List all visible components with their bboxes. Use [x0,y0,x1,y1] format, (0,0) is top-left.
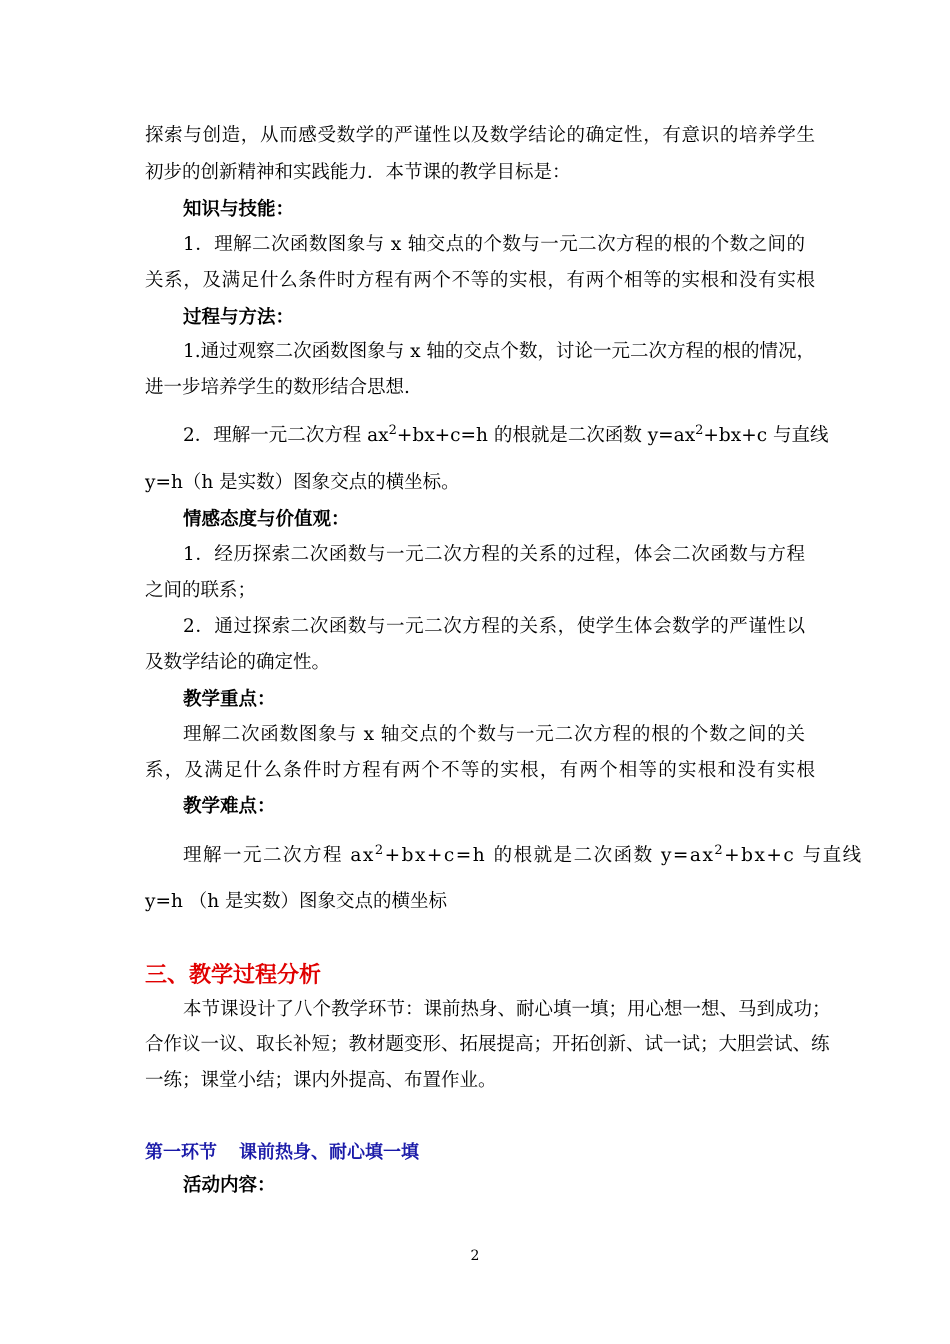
step-title: 课前热身、耐心填一填 [239,1142,419,1163]
paragraph-line: 及数学结论的确定性。 [145,652,331,673]
heading-teaching-focus: 教学重点： [183,689,276,710]
paragraph-line: 理解二次函数图象与 x 轴交点的个数与一元二次方程的根的个数之间的关 [183,724,805,745]
exponent: 2 [714,843,725,858]
heading-knowledge-skills: 知识与技能： [183,199,295,220]
paragraph-line: 2．通过探索二次函数与一元二次方程的关系，使学生体会数学的严谨性以 [183,616,805,637]
paragraph-line: 探索与创造，从而感受数学的严谨性以及数学结论的确定性，有意识的培养学生 [145,125,815,146]
heading-process-methods: 过程与方法： [183,307,295,328]
formula-text: +bx+c=h 的根就是二次函数 y=ax [396,425,696,446]
page-number: 2 [470,1248,480,1264]
paragraph-line: 合作议一议、取长补短；教材题变形、拓展提高；开拓创新、试一试；大胆尝试、练 [145,1034,830,1055]
paragraph-line: 一练；课堂小结；课内外提高、布置作业。 [145,1070,497,1091]
paragraph-line: 本节课设计了八个教学环节：课前热身、耐心填一填；用心想一想、马到成功； [183,999,831,1020]
formula-line [183,423,829,448]
step-label: 第一环节 [145,1142,217,1163]
paragraph-line: 初步的创新精神和实践能力．本节课的教学目标是： [145,162,571,183]
formula-text: 理解一元二次方程 ax [183,845,375,866]
subsection-title [145,1138,419,1164]
formula-text: +bx+c 与直线 [724,845,863,866]
paragraph-line: 1.通过观察二次函数图象与 x 轴的交点个数，讨论一元二次方程的根的情况， [183,341,815,362]
exponent: 2 [695,423,704,438]
formula-line [183,843,863,868]
paragraph-line: 关系，及满足什么条件时方程有两个不等的实根，有两个相等的实根和没有实根 [145,270,815,291]
paragraph-line: y=h （h 是实数）图象交点的横坐标 [145,891,448,912]
formula-text: 2．理解一元二次方程 ax [183,425,389,446]
paragraph-line: 1．经历探索二次函数与一元二次方程的关系的过程，体会二次函数与方程 [183,544,805,565]
heading-teaching-difficulty: 教学难点： [183,796,276,817]
paragraph-line: 系，及满足什么条件时方程有两个不等的实根，有两个相等的实根和没有实根 [145,760,815,781]
exponent: 2 [374,843,385,858]
heading-emotion-values: 情感态度与价值观： [183,509,350,530]
exponent: 2 [388,423,397,438]
paragraph-line: 1．理解二次函数图象与 x 轴交点的个数与一元二次方程的根的个数之间的 [183,234,805,255]
activity-heading: 活动内容： [183,1175,276,1196]
section-title: 三、教学过程分析 [145,963,322,988]
paragraph-line: y=h（h 是实数）图象交点的横坐标。 [145,472,460,493]
formula-text: +bx+c=h 的根就是二次函数 y=ax [384,845,715,866]
formula-text: +bx+c 与直线 [703,425,829,446]
paragraph-line: 之间的联系； [145,580,257,601]
paragraph-line: 进一步培养学生的数形结合思想. [145,377,410,398]
